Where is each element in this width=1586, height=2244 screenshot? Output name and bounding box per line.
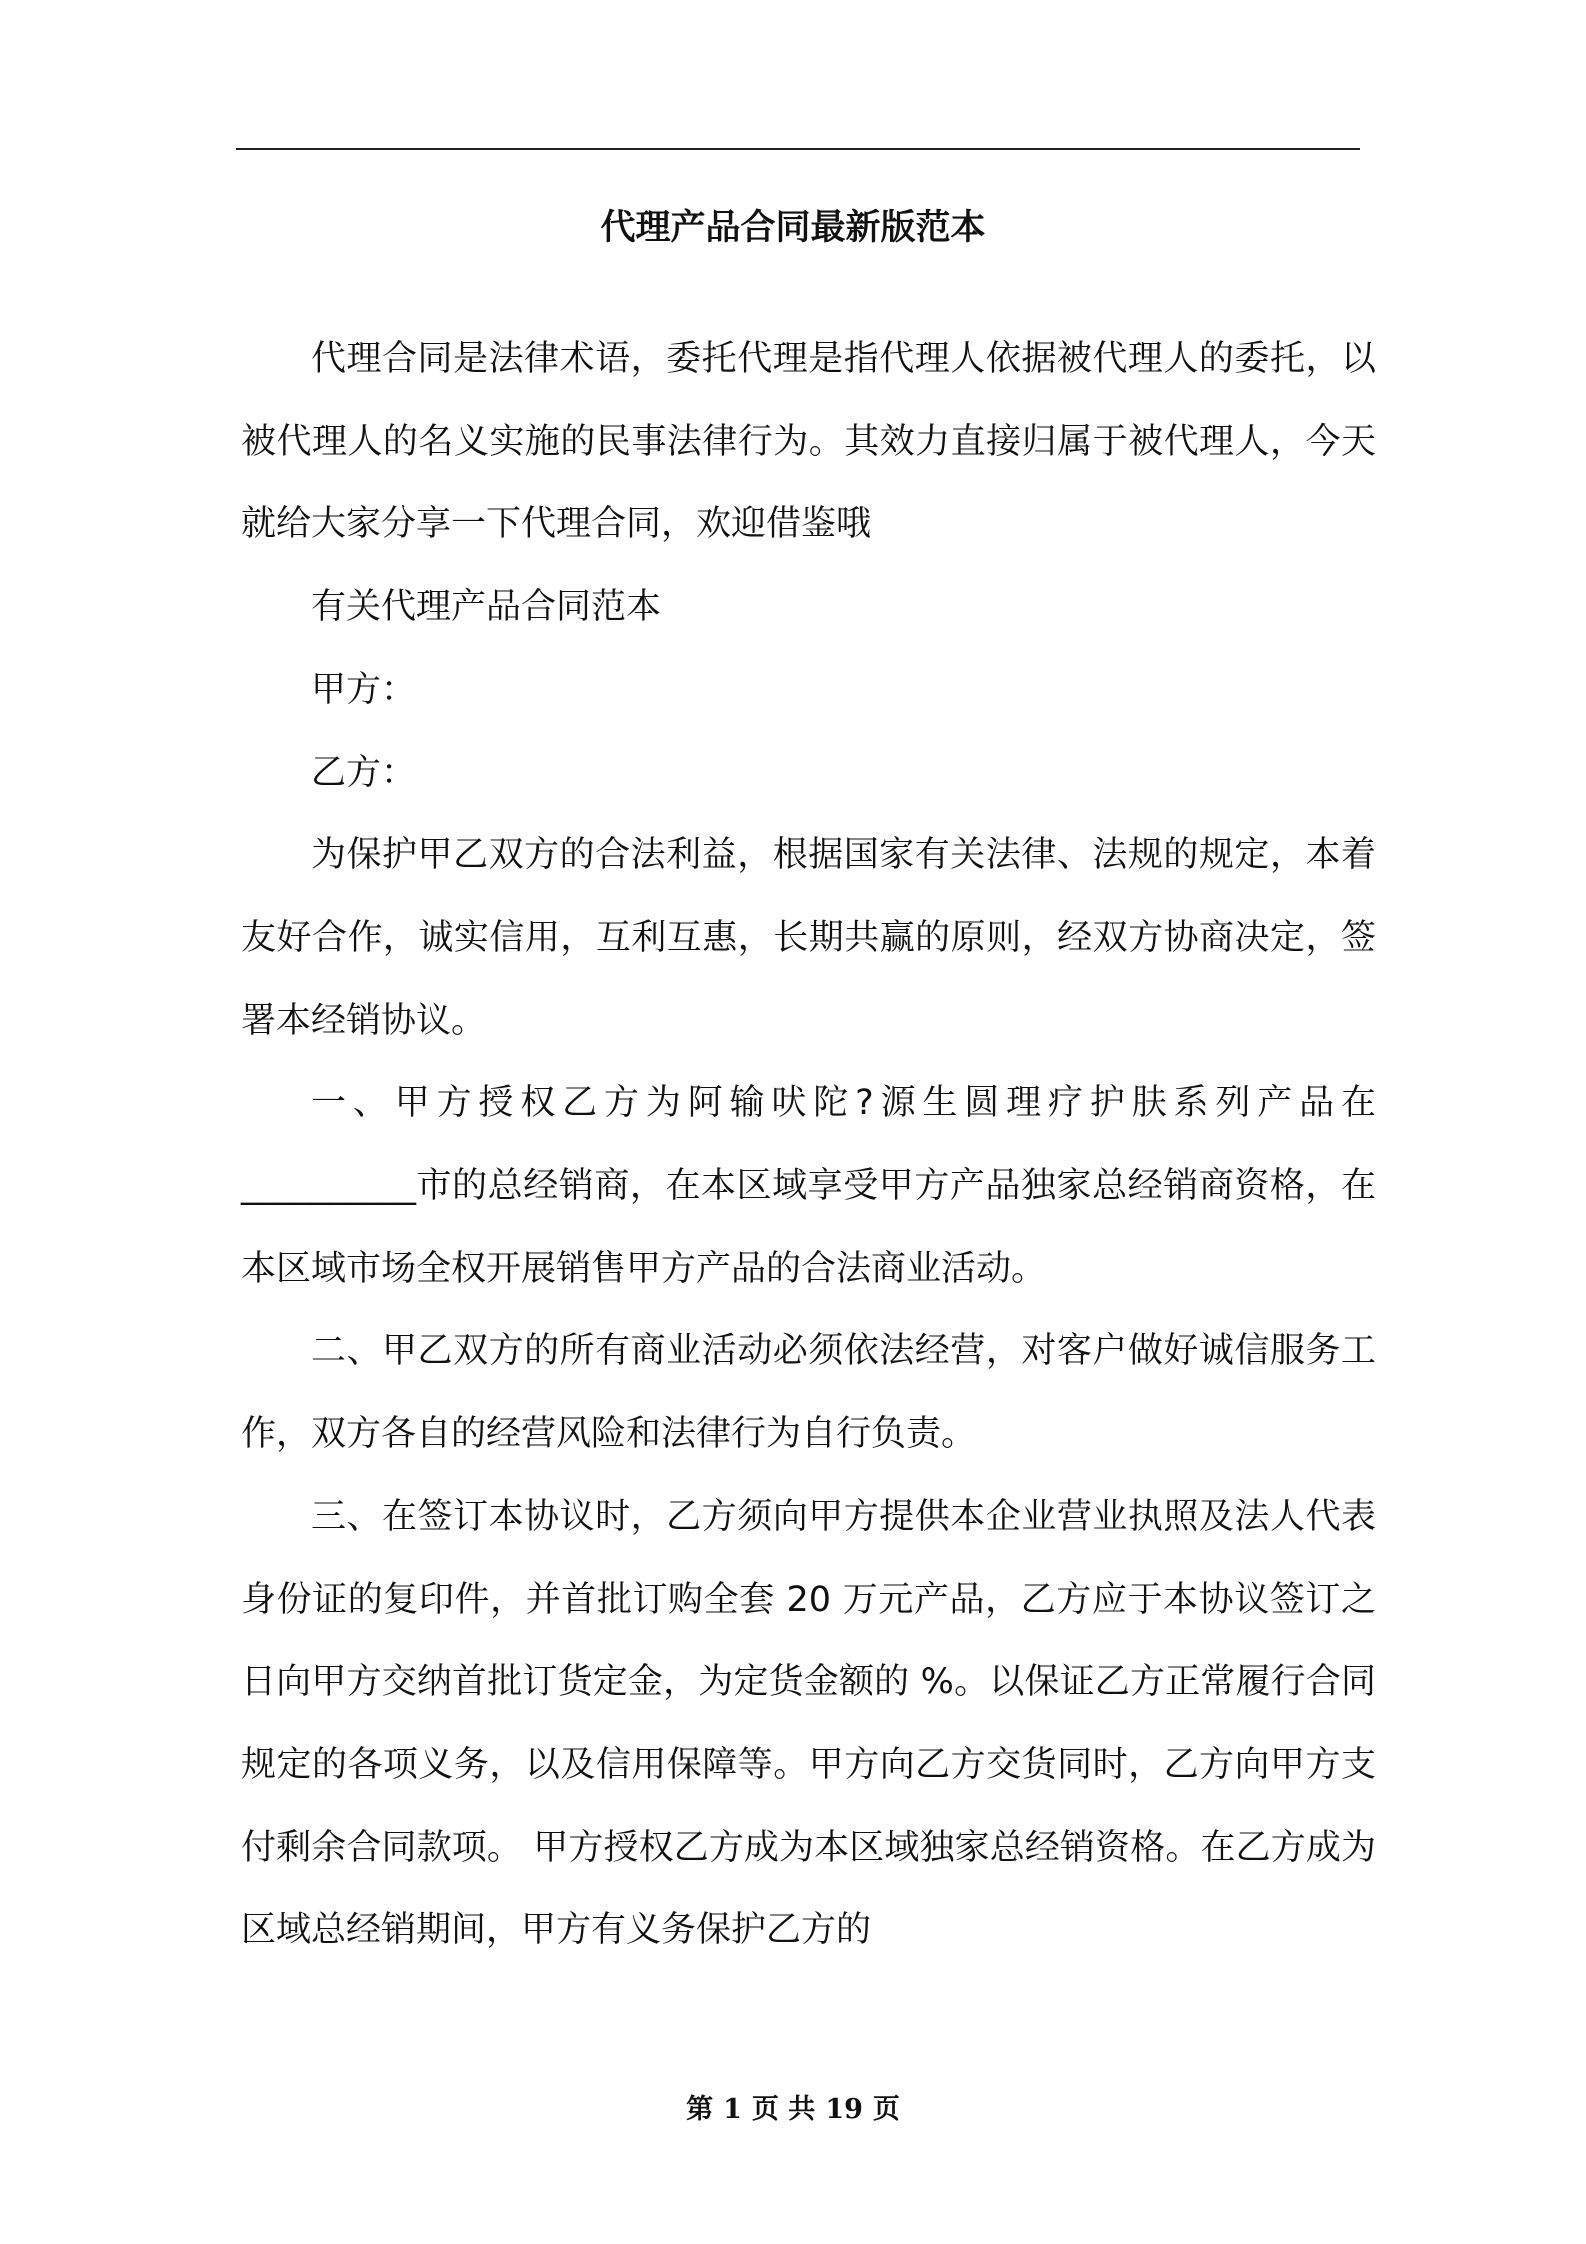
footer-suffix: 页 — [872, 2094, 900, 2125]
clause-1: 一、甲方授权乙方为阿输吠陀?源生圆理疗护肤系列产品在__________市的总经销商，在本区域享受甲方产品独家总经销商资格，在本区域市场全权开展销售甲方产品的合法商业活动。 — [241, 1083, 1376, 1289]
paragraph-preamble: 为保护甲乙双方的合法利益，根据国家有关法律、法规的规定，本着友好合作，诚实信用，互利互惠，长期共赢的原则，经双方协商决定，签署本经销协议。 — [241, 835, 1376, 1041]
header-rule — [236, 148, 1360, 150]
footer-prefix: 第 — [686, 2094, 714, 2125]
party-a-label: 甲方： — [311, 669, 417, 710]
paragraph-subtitle: 有关代理产品合同范本 — [311, 587, 662, 628]
page-footer — [0, 2090, 1586, 2130]
footer-page-number: 1 — [723, 2094, 742, 2125]
clause-2: 二、甲乙双方的所有商业活动必须依法经营，对客户做好诚信服务工作，双方各自的经营风险和法律行为自行负责。 — [241, 1331, 1376, 1455]
footer-total-pages: 19 — [825, 2094, 863, 2125]
document-title: 代理产品合同最新版范本 — [600, 208, 986, 248]
paragraph-intro: 代理合同是法律术语，委托代理是指代理人依据被代理人的委托，以被代理人的名义实施的民事法律行为。其效力直接归属于被代理人，今天就给大家分享一下代理合同，欢迎借鉴哦 — [241, 339, 1376, 545]
party-b-label: 乙方： — [311, 752, 417, 793]
document-body — [241, 318, 1376, 1972]
footer-middle: 页 共 — [751, 2094, 816, 2125]
clause-3: 三、在签订本协议时，乙方须向甲方提供本企业营业执照及法人代表身份证的复印件，并首批订购全套 20 万元产品，乙方应于本协议签订之日向甲方交纳首批订货定金，为定货金额的 %。以保证乙方正常履行合同规定的各项义务，以及信用保障等。甲方向乙方交货同时，乙方向甲方支付剩余合同款项。 甲方授权乙方成为本区域独家总经销资格。在乙方成为区域总经销期间，甲方有义务保护乙方的 — [241, 1496, 1376, 1951]
